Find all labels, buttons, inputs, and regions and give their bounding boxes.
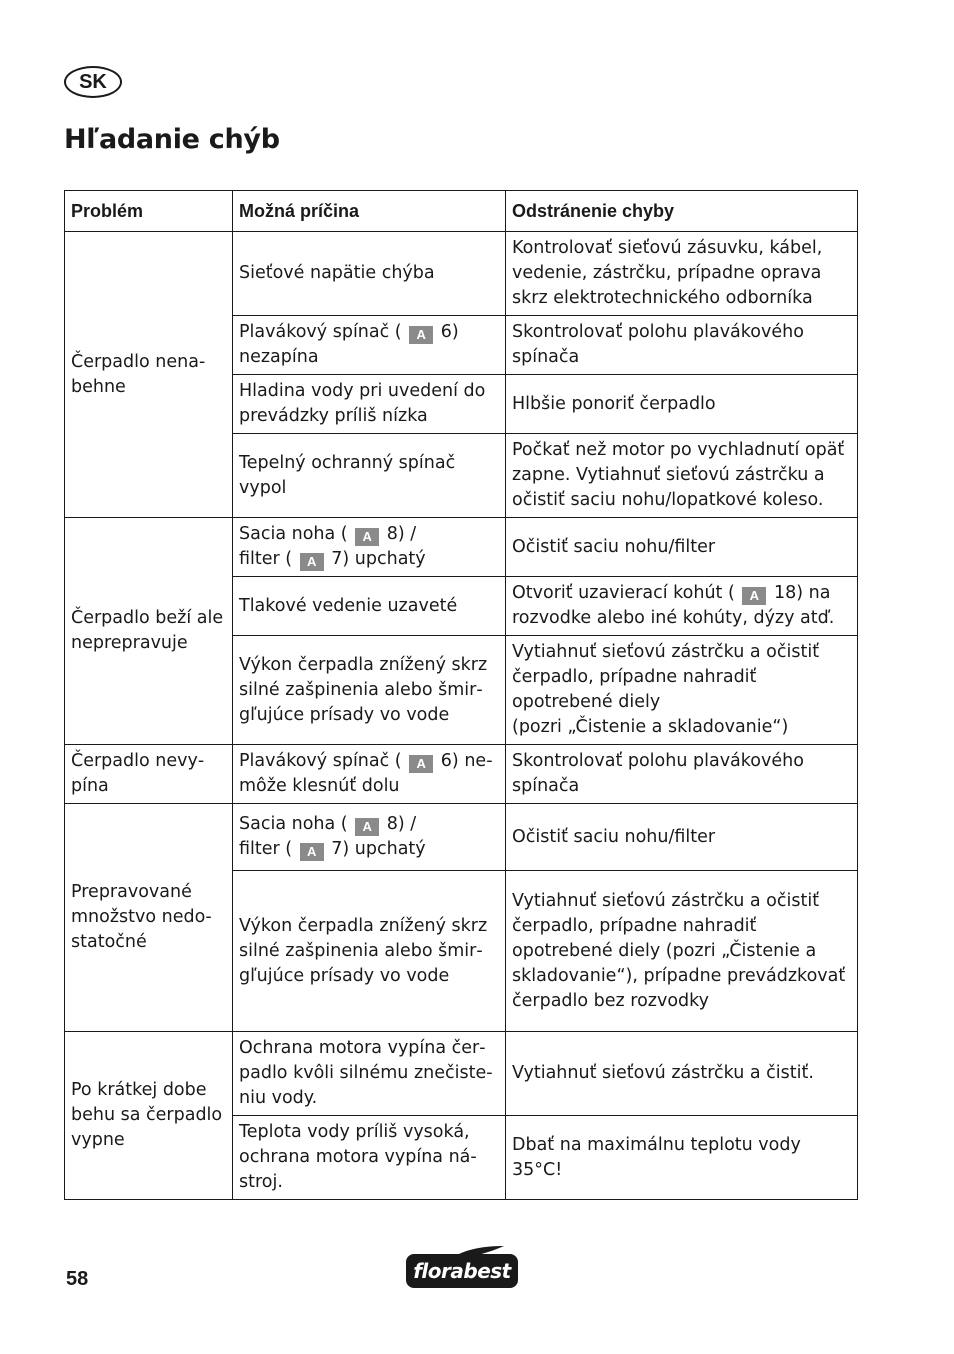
page-number: 58 — [66, 1268, 89, 1290]
cause-cell — [233, 804, 506, 871]
table-row — [65, 804, 858, 871]
table-row — [65, 232, 858, 316]
cause-text: filter ( — [239, 549, 293, 569]
remedy-cell: Hlbšie ponoriť čerpadlo — [506, 375, 858, 434]
remedy-cell: Vytiahnuť sieťovú zástrčku a očistiť čerpadlo, prípadne nahradiť opotrebené diely (pozri „Čistenie a skladovanie“), prípadne prevádzkovať čerpadlo bez rozvodky — [506, 871, 858, 1032]
problem-cell: Čerpadlo nevypína — [65, 745, 233, 804]
header-cause: Možná príčina — [233, 191, 506, 232]
cause-cell — [233, 518, 506, 577]
language-badge — [64, 66, 122, 98]
table-row — [65, 518, 858, 577]
page-title: Hľadanie chýb — [64, 124, 280, 155]
remedy-cell: Očistiť saciu nohu/filter — [506, 518, 858, 577]
cause-text: Plavákový spínač ( — [239, 322, 402, 342]
cause-cell: Hladina vody pri uvedení do prevádzky príliš nízka — [233, 375, 506, 434]
cause-cell: Tlakové vedenie uzaveté — [233, 577, 506, 636]
remedy-text: (pozri „Čistenie a skladovanie“) — [512, 717, 789, 737]
table-header-row — [65, 191, 858, 232]
cause-cell: Tepelný ochranný spínač vypol — [233, 434, 506, 518]
figure-a-icon: A — [300, 843, 324, 861]
figure-a-icon: A — [355, 528, 379, 546]
cause-text: 6) nezapína — [239, 322, 459, 367]
remedy-text: Vytiahnuť sieťovú zástrčku a očistiť čerpadlo, prípadne nahradiť opotrebené diely — [512, 642, 820, 712]
troubleshooting-table — [64, 190, 858, 1200]
figure-a-icon: A — [742, 587, 766, 605]
remedy-text: Otvoriť uzavierací kohút ( — [512, 583, 735, 603]
cause-text: Plavákový spínač ( — [239, 751, 402, 771]
remedy-cell: Dbať na maximálnu teplotu vody 35°C! — [506, 1116, 858, 1200]
cause-cell — [233, 745, 506, 804]
problem-cell: Čerpadlo nenabehne — [65, 232, 233, 518]
cause-text: Sacia noha ( — [239, 814, 348, 834]
figure-a-icon: A — [409, 755, 433, 773]
figure-a-icon: A — [300, 553, 324, 571]
remedy-cell: Kontrolovať sieťovú zásuvku, kábel, vedenie, zástrčku, prípadne oprava skrz elektrotechnického odborníka — [506, 232, 858, 316]
logo-box — [406, 1254, 518, 1288]
header-remedy: Odstránenie chyby — [506, 191, 858, 232]
cause-text: 8) / — [386, 814, 417, 834]
remedy-cell — [506, 636, 858, 745]
cause-text: 7) upchatý — [331, 549, 426, 569]
problem-cell: Prepravované množstvo nedostatočné — [65, 804, 233, 1032]
brand-name: florabest — [413, 1259, 511, 1283]
cause-text: filter ( — [239, 839, 293, 859]
cause-text: 7) upchatý — [331, 839, 426, 859]
cause-cell: Výkon čerpadla znížený skrz silné zašpinenia alebo šmirgľujúce prísady vo vode — [233, 871, 506, 1032]
cause-text: Sacia noha ( — [239, 524, 348, 544]
remedy-cell: Skontrolovať polohu plavákového spínača — [506, 316, 858, 375]
figure-a-icon: A — [409, 326, 433, 344]
remedy-cell: Vytiahnuť sieťovú zástrčku a čistiť. — [506, 1032, 858, 1116]
florabest-logo — [406, 1244, 518, 1290]
problem-cell: Čerpadlo beží ale neprepravuje — [65, 518, 233, 745]
remedy-text: 18) na rozvodke alebo iné kohúty, dýzy atď. — [512, 583, 835, 628]
cause-cell: Sieťové napätie chýba — [233, 232, 506, 316]
cause-cell: Teplota vody príliš vysoká, ochrana motora vypína nástroj. — [233, 1116, 506, 1200]
cause-cell: Ochrana motora vypína čerpadlo kvôli silnému znečisteniu vody. — [233, 1032, 506, 1116]
remedy-cell: Skontrolovať polohu plavákového spínača — [506, 745, 858, 804]
figure-a-icon: A — [355, 818, 379, 836]
remedy-cell: Počkať než motor po vychladnutí opäť zapne. Vytiahnuť sieťovú zástrčku a očistiť saciu nohu/lopatkové koleso. — [506, 434, 858, 518]
remedy-cell: Očistiť saciu nohu/filter — [506, 804, 858, 871]
cause-cell — [233, 316, 506, 375]
table-row — [65, 1032, 858, 1116]
problem-cell: Po krátkej dobe behu sa čerpadlo vypne — [65, 1032, 233, 1200]
remedy-cell — [506, 577, 858, 636]
cause-text: 8) / — [386, 524, 417, 544]
table-row — [65, 745, 858, 804]
header-problem: Problém — [65, 191, 233, 232]
cause-cell: Výkon čerpadla znížený skrz silné zašpinenia alebo šmirgľujúce prísady vo vode — [233, 636, 506, 745]
language-code: SK — [79, 70, 107, 93]
cause-text: 6) nemôže klesnúť dolu — [239, 751, 493, 796]
